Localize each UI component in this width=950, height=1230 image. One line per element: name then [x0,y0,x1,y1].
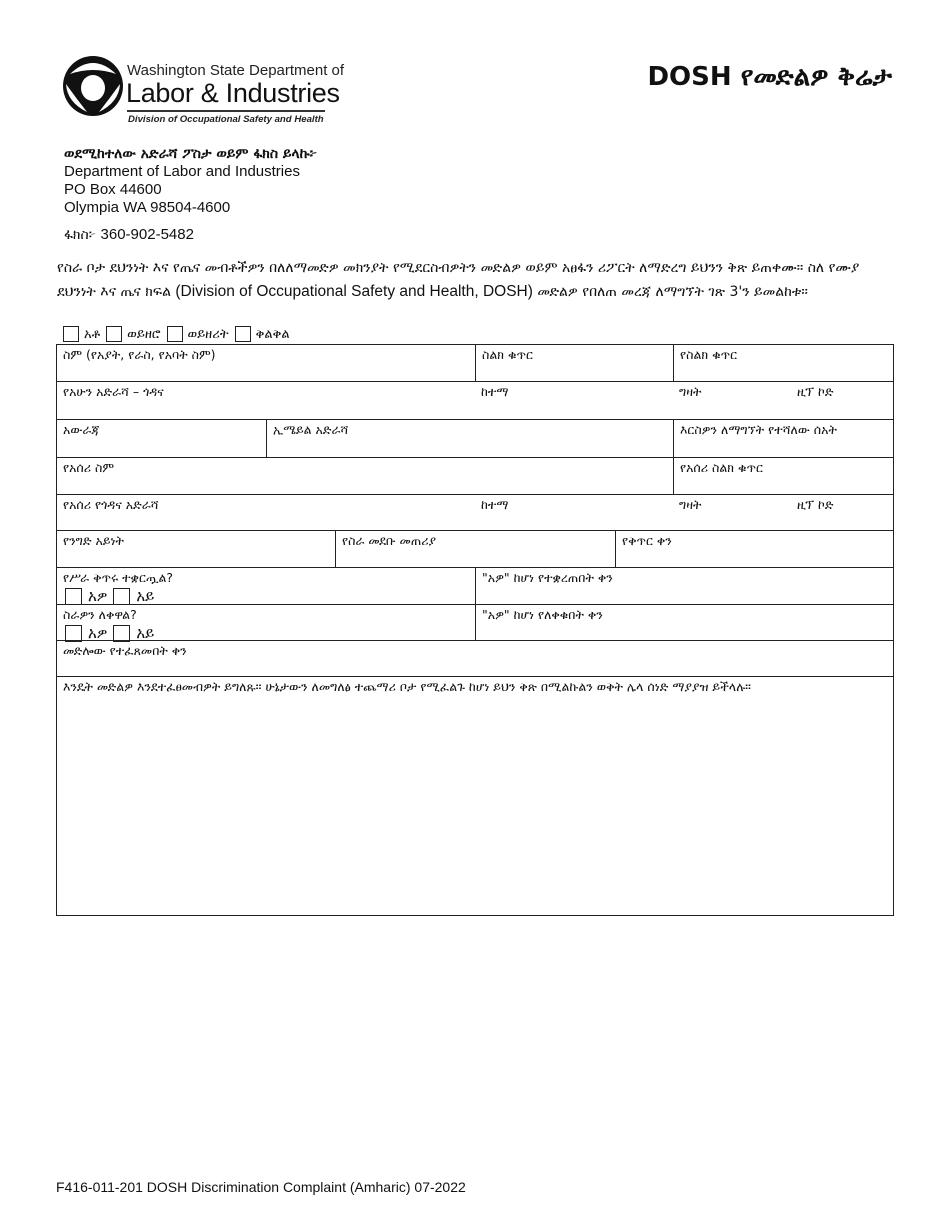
form-row-job [57,530,893,567]
form-row-quit [57,604,893,640]
job-terminated-label: የሥራ ቅጥሩ ተቋርጧል? [63,570,174,585]
state-label: ግዛት [679,384,702,399]
employer-name-label: የአሰሪ ስም [63,460,115,475]
form-row-address [57,381,893,419]
salutation-label: ወይዘሪት [187,326,229,342]
logo-line-3: Division of Occupational Safety and Health [128,114,324,125]
form-row-terminated [57,567,893,604]
job-title-label: የስራ መደቡ መጠሪያ [342,533,437,548]
phone-field[interactable] [475,345,673,381]
employer-name-field[interactable] [57,458,673,494]
address-line-3: Olympia WA 98504-4600 [64,199,231,216]
lni-logo-mark-icon [62,54,124,116]
hire-date-field[interactable] [615,531,893,567]
intro-text-3: መድልዎ የበለጠ መረጃ ለማግኘት ገጽ 3'ን ይመልከቱ። [532,284,808,300]
salutation-mrs[interactable] [106,326,160,342]
terminated-date-label: "አዎ" ከሆነ የተቋረጠበት ቀን [482,570,613,585]
employer-phone-label: የአሰሪ ስልክ ቁጥር [680,460,763,475]
description-field[interactable] [57,677,893,915]
name-field[interactable] [57,345,475,381]
current-address-label: የአሁን አድራሻ – ጎዳና [63,384,164,399]
intro-paragraph [57,257,897,304]
send-to-heading: ወደሚከተለው አድራሻ ፖስታ ወይም ፋክስ ይላኩ፦ [64,146,318,162]
fax-label: ፋክስ፦ [64,227,97,243]
terminated-no-checkbox[interactable] [113,588,130,605]
employer-zip-label: ዚፕ ኮድ [797,497,834,512]
complaint-form [56,344,894,916]
form-row-employer [57,457,893,494]
yes-label: አዎ [88,624,108,642]
lni-logo [62,54,345,128]
form-row-description [57,676,893,915]
quit-yes-checkbox[interactable] [65,625,82,642]
city-label: ከተማ [481,384,509,399]
no-label: አይ [136,624,155,642]
employer-state-label: ግዛት [679,497,702,512]
page-title: DOSH የመድልዎ ቅሬታ [647,62,892,92]
salutation-label: አቶ [84,326,101,342]
fax-line [64,226,194,243]
phone2-label: የስልክ ቁጥር [680,347,738,362]
logo-line-1: Washington State Department of [127,62,345,79]
zip-label: ዚፕ ኮድ [797,384,834,399]
discrimination-date-label: መድሎው የተፈጸመበት ቀን [63,643,187,658]
email-field[interactable] [266,420,673,457]
salutation-label: ወይዘሮ [127,326,161,342]
description-label: እንዴት መድልዎ እንደተፈፀመብዎት ይግለጹ። ሁኔታውን ለመግለፅ ተጨማሪ ቦታ የሚፈልጉ ከሆነ ይህን ቅጽ በሚልኩልን ወቅት ሌላ ሰነድ ማያያዝ ይችላሉ። [63,679,751,694]
checkbox[interactable] [106,326,122,342]
email-label: ኢሜይል አድራሻ [273,422,349,437]
checkbox[interactable] [167,326,183,342]
employer-address-label: የአሰሪ የጎዳና አድራሻ [63,497,159,512]
yes-label: አዎ [88,587,108,605]
quit-job-label: ስራዎን ለቀዋል? [63,607,137,622]
salutation-label: ቅልቅል [255,326,290,342]
county-field[interactable] [57,420,266,457]
discrimination-date-field[interactable] [57,641,893,676]
form-row-name [57,345,893,381]
employer-state-field[interactable] [673,495,791,530]
salutation-mr[interactable] [63,326,100,342]
address-line-1: Department of Labor and Industries [64,163,300,180]
address-line-2: PO Box 44600 [64,181,162,198]
phone-label: ስልክ ቁጥር [482,347,533,362]
employer-phone-field[interactable] [673,458,893,494]
city-field[interactable] [475,382,673,419]
salutation-options [63,326,296,342]
quit-no-checkbox[interactable] [113,625,130,642]
checkbox[interactable] [63,326,79,342]
checkbox[interactable] [235,326,251,342]
intro-text-1: የስራ ቦታ ደህንነት እና የጤና መብቶችዎን በለለማመድዎ መክንያት የሚደርስብዎትን መድልዎ ወይም አፀፋን ሪፖርት ለማድረግ ይህንን ቅጽ ይጠቀሙ። ስለ የሙያ ደህንነት እና ጤና ክፍል [57,260,860,300]
hire-date-label: የቅጥር ቀን [622,533,672,548]
name-label: ስም (የአያት, የራስ, የአባት ስም) [63,347,216,362]
no-label: አይ [136,587,155,605]
terminated-date-field[interactable] [475,568,893,604]
employer-address-field[interactable] [57,495,475,530]
form-footer: F416-011-201 DOSH Discrimination Complaint (Amharic) 07-2022 [56,1179,466,1195]
employer-city-field[interactable] [475,495,673,530]
quit-job-field [57,605,475,640]
logo-divider [127,110,325,112]
quit-date-label: "አዎ" ከሆነ የለቀቁበት ቀን [482,607,603,622]
logo-line-2: Labor & Industries [126,78,340,108]
intro-text-2: (Division of Occupational Safety and Health, DOSH) [175,283,533,300]
state-field[interactable] [673,382,791,419]
job-terminated-field [57,568,475,604]
best-time-field[interactable] [673,420,893,457]
business-type-label: የንግድ አይነት [63,533,124,548]
zip-field[interactable] [791,382,893,419]
fax-number: 360-902-5482 [100,226,194,243]
best-time-label: እርስዎን ለማግኘት የተሻለው ሰአት [680,422,837,437]
phone2-field[interactable] [673,345,893,381]
job-terminated-options [65,587,160,605]
form-row-discrimination-date [57,640,893,676]
job-title-field[interactable] [335,531,615,567]
business-type-field[interactable] [57,531,335,567]
salutation-mx[interactable] [235,326,290,342]
form-row-employer-address [57,494,893,530]
employer-zip-field[interactable] [791,495,893,530]
terminated-yes-checkbox[interactable] [65,588,82,605]
county-label: አውራጃ [63,422,100,437]
form-row-contact [57,419,893,457]
employer-city-label: ከተማ [481,497,509,512]
salutation-miss[interactable] [167,326,229,342]
current-address-field[interactable] [57,382,475,419]
quit-date-field[interactable] [475,605,893,640]
